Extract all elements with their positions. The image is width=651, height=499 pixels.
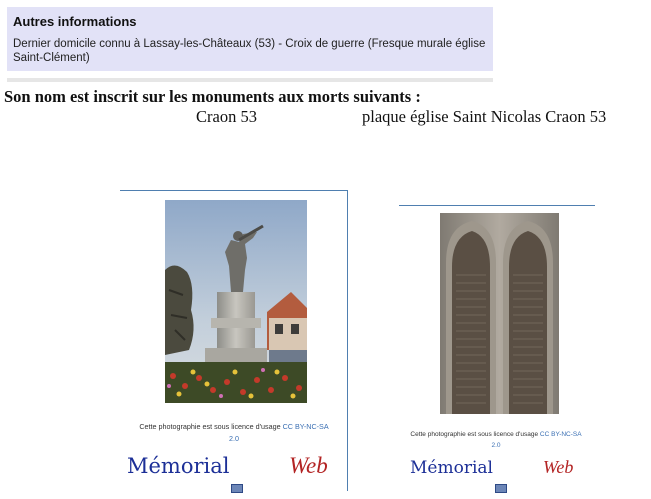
monument-name-plaque[interactable]: plaque église Saint Nicolas Craon 53 [362, 107, 607, 126]
card-border-right [347, 190, 348, 491]
plaque-photo[interactable] [440, 213, 559, 414]
info-text: Dernier domicile connu à Lassay-les-Châteaux (53) - Croix de guerre (Fresque murale église Saint-Clément) [13, 38, 486, 64]
license-link[interactable]: CC BY-NC-SA [282, 422, 329, 431]
info-heading: Autres informations [13, 14, 137, 29]
web-logo-text[interactable]: Web [543, 457, 574, 477]
license-version[interactable]: 2.0 [229, 434, 239, 443]
divider [7, 78, 493, 82]
monument-photo-craon[interactable] [165, 200, 307, 403]
license-caption [120, 421, 348, 445]
memorial-logo-text[interactable]: Mémorial [127, 454, 230, 478]
image-icon[interactable] [231, 484, 243, 493]
license-text: Cette photographie est sous licence d'usage [410, 431, 540, 438]
card-border-top [399, 205, 595, 206]
card-border-top [120, 190, 348, 191]
section-title: Son nom est inscrit sur les monuments aux morts suivants : [4, 87, 421, 106]
license-text: Cette photographie est sous licence d'usage [139, 422, 283, 431]
info-box [7, 7, 493, 71]
monument-name-craon[interactable]: Craon 53 [196, 107, 257, 126]
license-link[interactable]: CC BY-NC-SA [539, 431, 582, 438]
image-icon[interactable] [495, 484, 507, 493]
memorial-logo-text[interactable]: Mémorial [410, 458, 493, 478]
license-version[interactable]: 2.0 [491, 442, 501, 449]
license-caption [398, 429, 594, 451]
web-logo-text[interactable]: Web [289, 453, 328, 478]
